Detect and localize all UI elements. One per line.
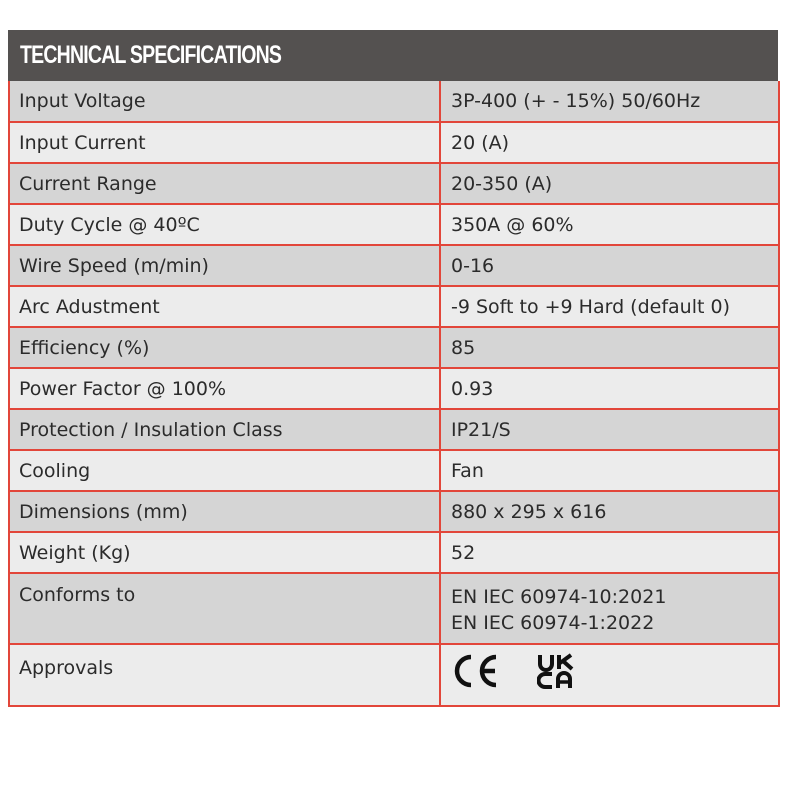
table-row [9,368,779,409]
spec-value: 52 [440,532,779,573]
table-row [9,450,779,491]
spec-label: Cooling [9,450,440,491]
spec-value: -9 Soft to +9 Hard (default 0) [440,286,779,327]
spec-label: Current Range [9,163,440,204]
spec-value: 3P-400 (+ - 15%) 50/60Hz [440,81,779,122]
spec-table [8,81,780,707]
ukca-mark-icon [537,653,575,689]
spec-label: Arc Adustment [9,286,440,327]
table-row [9,327,779,368]
spec-value: 20 (A) [440,122,779,163]
conforms-values [440,573,779,644]
spec-label: Efficiency (%) [9,327,440,368]
approvals-marks [440,644,779,706]
spec-value: 350A @ 60% [440,204,779,245]
spec-value: Fan [440,450,779,491]
spec-title: TECHNICAL SPECIFICATIONS [20,41,282,69]
spec-label: Conforms to [9,573,440,644]
table-row [9,81,779,122]
table-row [9,204,779,245]
table-row [9,163,779,204]
spec-label: Approvals [9,644,440,706]
spec-value: 0.93 [440,368,779,409]
spec-label: Wire Speed (m/min) [9,245,440,286]
table-row-approvals [9,644,779,706]
spec-value: IP21/S [440,409,779,450]
technical-specifications-card [8,30,778,707]
table-row [9,245,779,286]
spec-label: Input Voltage [9,81,440,122]
spec-label: Dimensions (mm) [9,491,440,532]
spec-label: Duty Cycle @ 40ºC [9,204,440,245]
ce-mark-icon [451,653,501,689]
table-row [9,122,779,163]
table-row [9,491,779,532]
table-row-conforms [9,573,779,644]
standard-value: EN IEC 60974-10:2021 [451,586,667,608]
spec-header [8,30,778,81]
table-row [9,409,779,450]
table-row [9,532,779,573]
spec-label: Protection / Insulation Class [9,409,440,450]
spec-value: 880 x 295 x 616 [440,491,779,532]
spec-value: 85 [440,327,779,368]
spec-value: 20-350 (A) [440,163,779,204]
spec-label: Weight (Kg) [9,532,440,573]
spec-value: 0-16 [440,245,779,286]
spec-label: Power Factor @ 100% [9,368,440,409]
spec-label: Input Current [9,122,440,163]
table-row [9,286,779,327]
standard-value: EN IEC 60974-1:2022 [451,612,655,634]
